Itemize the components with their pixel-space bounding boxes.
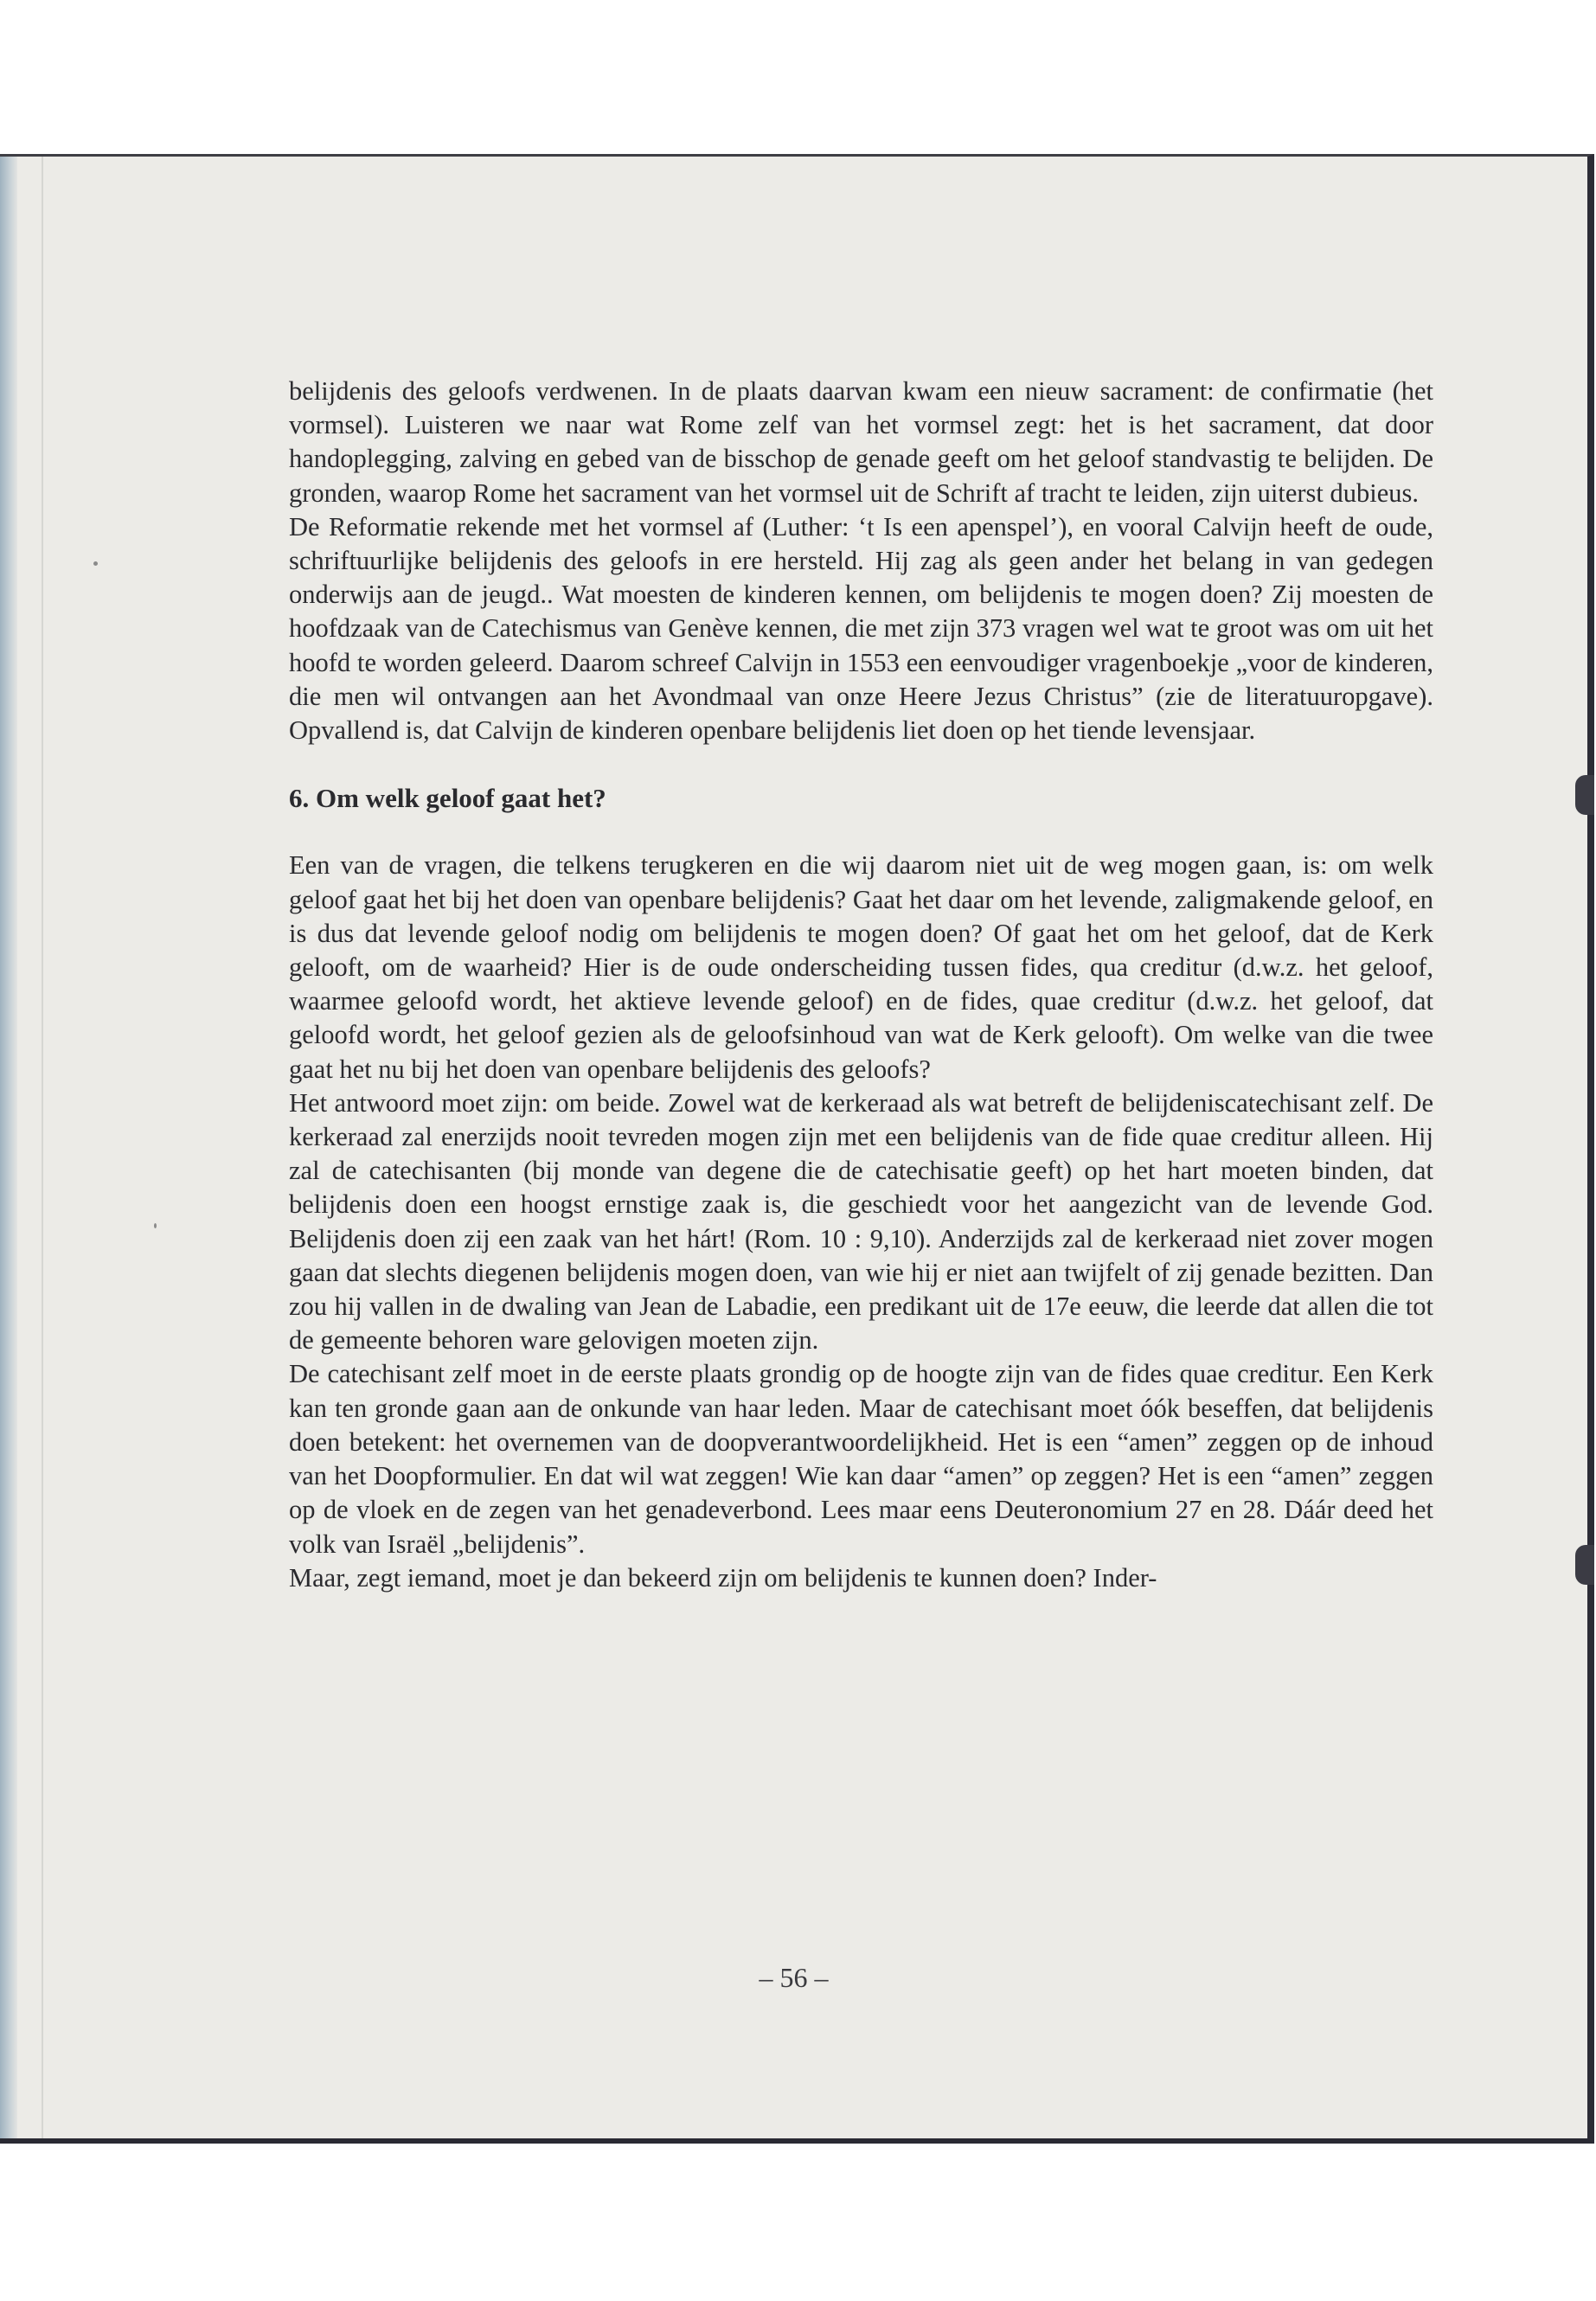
smudge-mark bbox=[154, 1223, 157, 1228]
smudge-mark bbox=[93, 561, 98, 566]
binder-ring-top bbox=[1575, 775, 1594, 815]
binding-spine bbox=[0, 157, 17, 2138]
binder-ring-bottom bbox=[1575, 1545, 1594, 1585]
paragraph: Het antwoord moet zijn: om beide. Zowel wat de kerkeraad als wat betreft de belijdeniscatechisant zelf. De kerkeraad zal enerzijds nooit tevreden mogen zijn met een belijdenis van de fide quae creditur alleen. Hij zal de catechisanten (bij monde van degene die de catechisatie geeft) op het hart moeten binden, dat belijdenis doen een hoogst ernstige zaak is, die geschiedt voor het aangezicht van de levende God. Belijdenis doen zij een zaak van het hárt! (Rom. 10 : 9,10). Anderzijds zal de kerkeraad niet zover mogen gaan dat slechts diegenen belijdenis mogen doen, van wie hij er niet aan twijfelt of zij genade bezitten. Dan zou hij vallen in de dwaling van Jean de Labadie, een predikant uit de 17e eeuw, die leerde dat allen die tot de gemeente behoren ware gelovigen moeten zijn. bbox=[289, 1087, 1433, 1356]
paragraph: De catechisant zelf moet in de eerste plaats grondig op de hoogte zijn van de fides quae creditur. Een Kerk kan ten gronde gaan aan de onkunde van haar leden. Maar de catechisant moet óók beseffen, dat belijdenis doen betekent: het overnemen van de doopverantwoordelijkheid. Het is een “amen” zeggen op de inhoud van het Doopformulier. En dat wil wat zeggen! Wie kan daar “amen” op zeggen? Het is een “amen” zeggen op de vloek en de zegen van het genadeverbond. Lees maar eens Deuteronomium 27 en 28. Dáár deed het volk van Israël „belijdenis”. bbox=[289, 1359, 1433, 1559]
book-page bbox=[0, 154, 1594, 2144]
body-text bbox=[289, 375, 1433, 1595]
paragraph: belijdenis des geloofs verdwenen. In de plaats daarvan kwam een nieuw sacrament: de confirmatie (het vormsel). Luisteren we naar wat Rome zelf van het vormsel zegt: het is het sacrament, dat door handoplegging, zalving en gebed van de bisschop de genade geeft om het geloof standvastig te belijden. De gronden, waarop Rome het sacrament van het vormsel uit de Schrift af tracht te leiden, zijn uiterst dubieus. bbox=[289, 376, 1433, 508]
binding-crease bbox=[42, 157, 43, 2138]
paragraph: Een van de vragen, die telkens terugkeren en die wij daarom niet uit de weg mogen gaan, is: om welk geloof gaat het bij het doen van openbare belijdenis? Gaat het daar om het levende, zaligmakende geloof, en is dus dat levende geloof nodig om belijdenis te mogen doen? Of gaat het om het geloof, dat de Kerk gelooft, om de waarheid? Hier is de oude onderscheiding tussen fides, qua creditur (d.w.z. het geloof, waarmee geloofd wordt, het aktieve levende geloof) en de fides, quae creditur (d.w.z. het geloof, dat geloofd wordt, het geloof gezien als de geloofsinhoud van wat de Kerk gelooft). Om welke van die twee gaat het nu bij het doen van openbare belijdenis des geloofs? bbox=[289, 850, 1433, 1084]
paragraph: De Reformatie rekende met het vormsel af (Luther: ‘t Is een apenspel’), en vooral Calvijn heeft de oude, schriftuurlijke belijdenis des geloofs in ere hersteld. Hij zag als geen ander het belang in van gedegen onderwijs aan de jeugd.. Wat moesten de kinderen kennen, om belijdenis te mogen doen? Zij moesten de hoofdzaak van de Catechismus van Genève kennen, die met zijn 373 vragen wel wat te groot was om uit het hoofd te worden geleerd. Daarom schreef Calvijn in 1553 een eenvoudiger vragenboekje „voor de kinderen, die men wil ontvangen aan het Avondmaal van onze Heere Jezus Christus” (zie de literatuuropgave). Opvallend is, dat Calvijn de kinderen openbare belijdenis liet doen op het tiende levensjaar. bbox=[289, 511, 1433, 746]
page-number: – 56 – bbox=[759, 1962, 829, 1993]
paragraph: Maar, zegt iemand, moet je dan bekeerd zijn om belijdenis te kunnen doen? Inder- bbox=[289, 1562, 1157, 1593]
section-heading: 6. Om welk geloof gaat het? bbox=[289, 783, 606, 814]
